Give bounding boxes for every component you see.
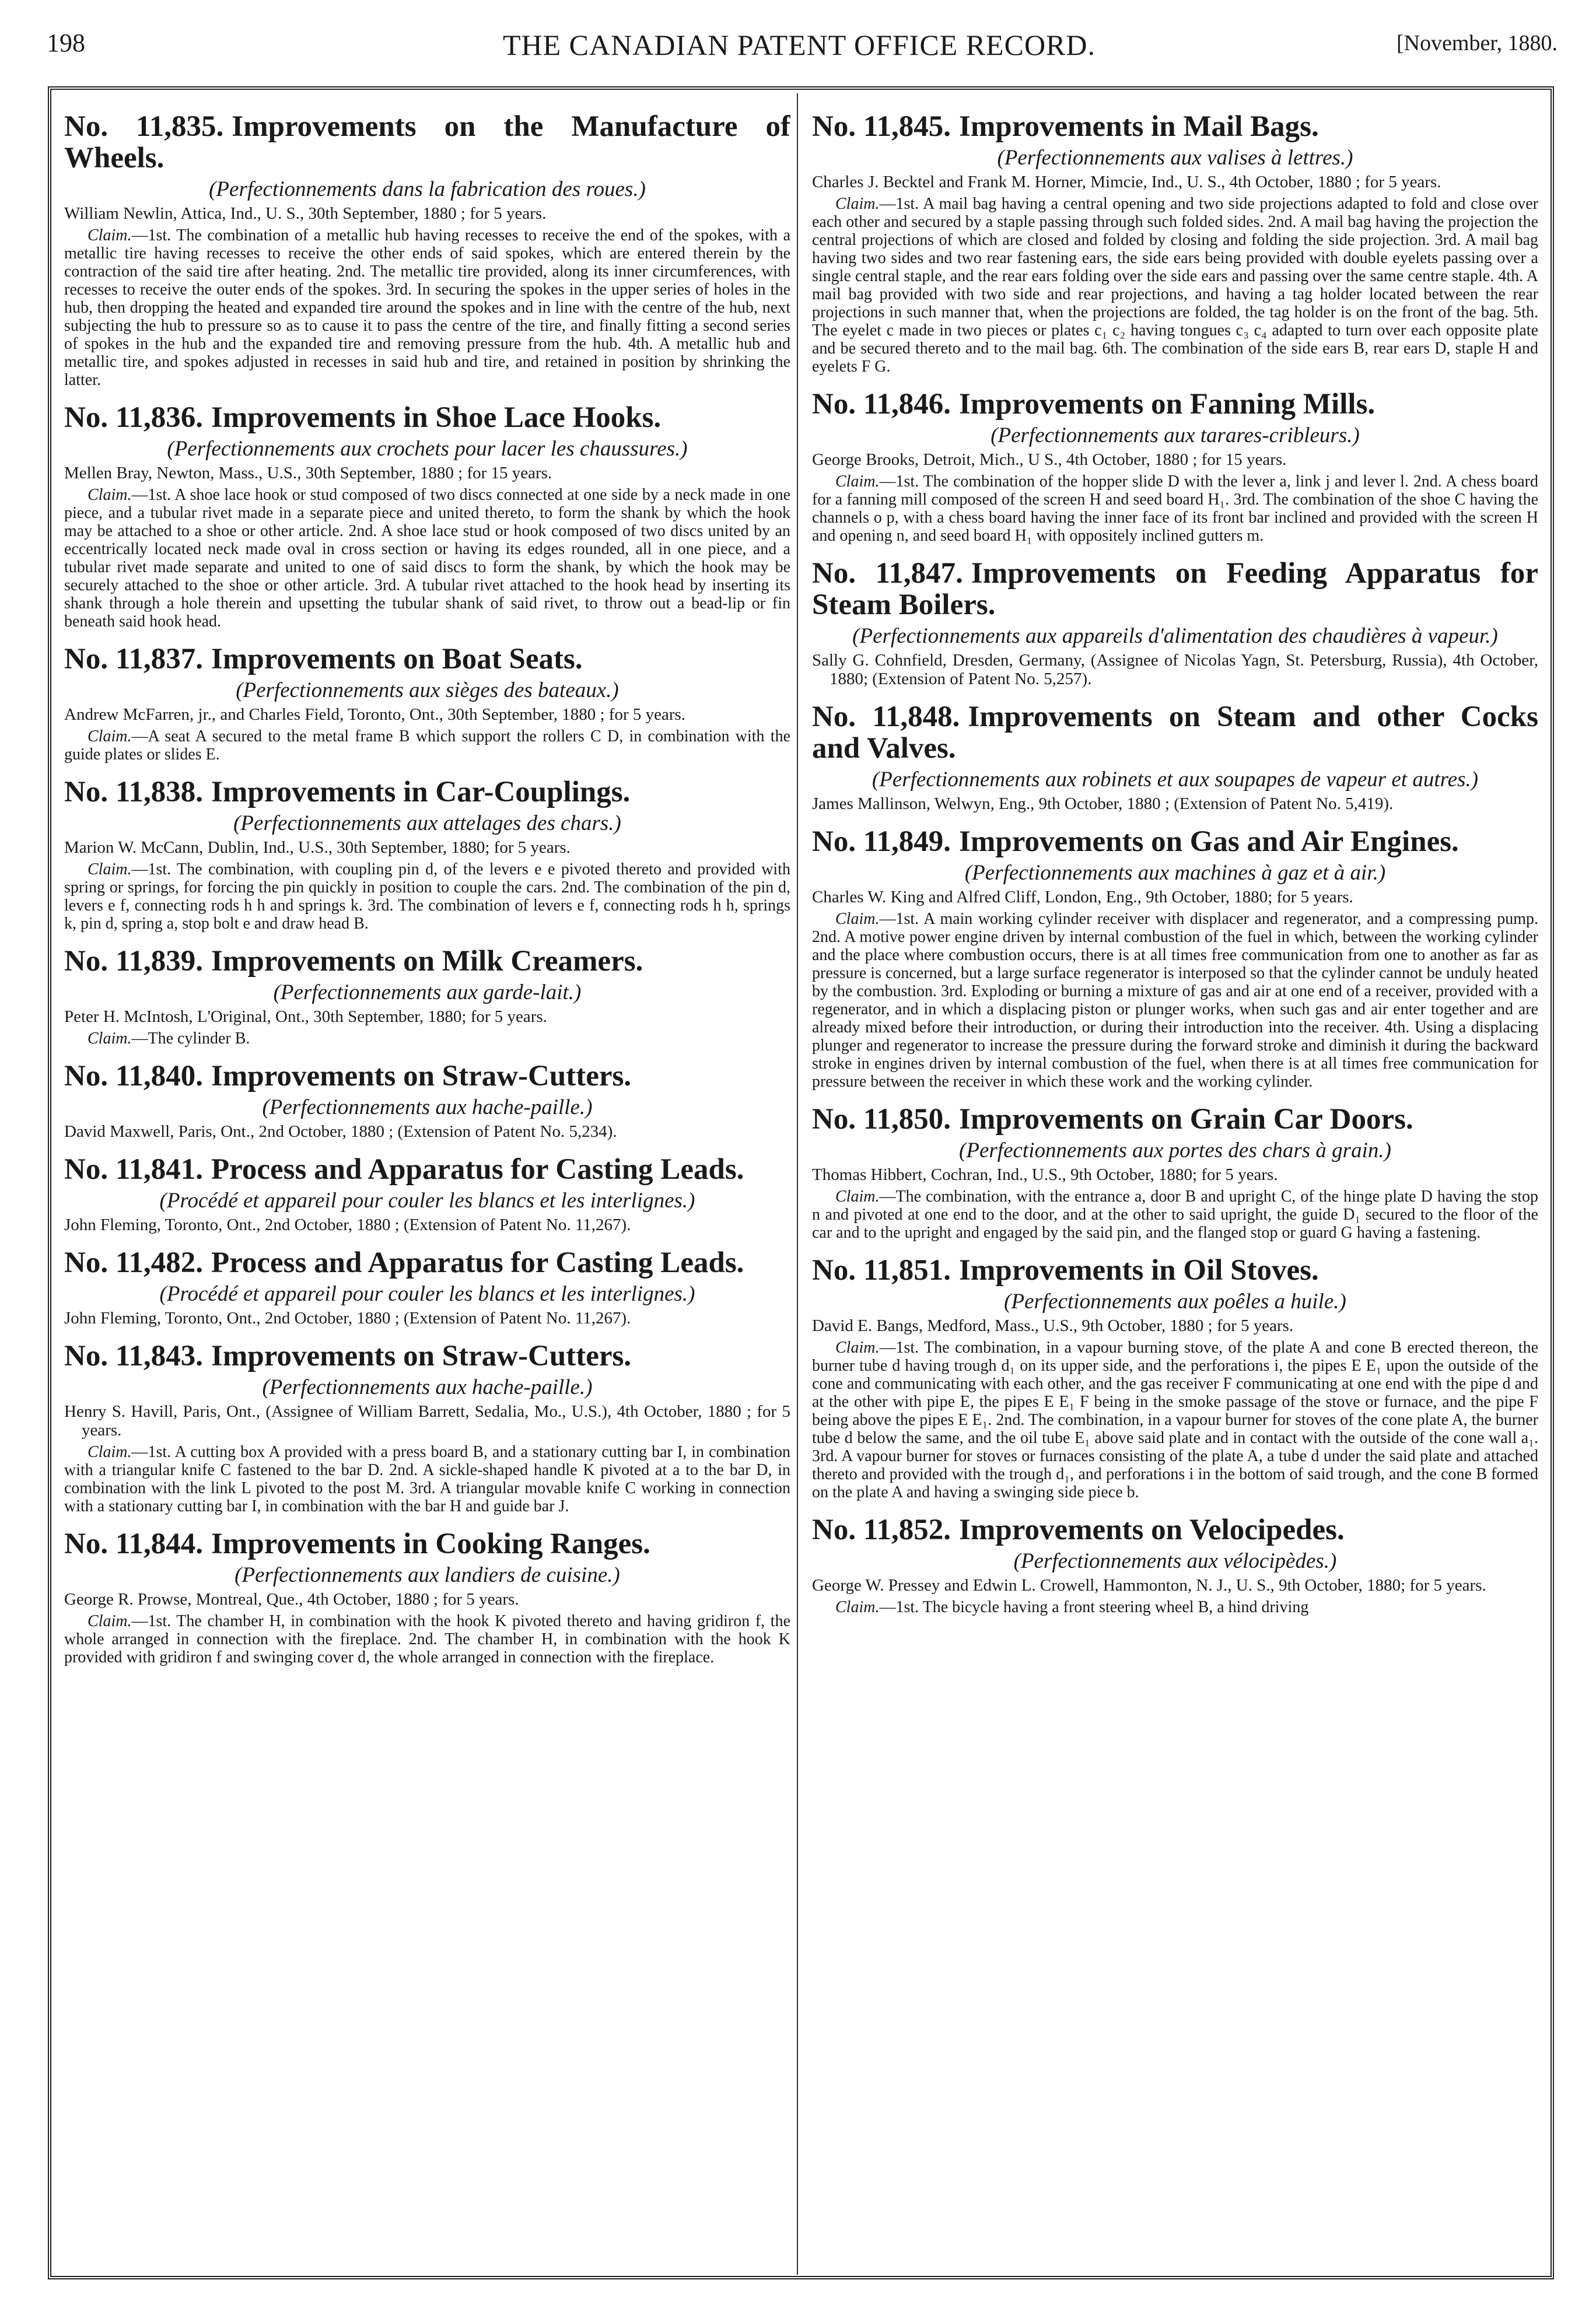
claim-body: —1st. The combination, with coupling pin d, of the levers e e pivoted thereto and provided with spring or springs, for forcing the pin quickly in position to couple the cars. 2nd. The combination of the pin d, levers e f, connecting rods h h and springs k. 3rd. The combination of levers e f, connecting rods h h, springs k, pin d, spring a, stop bolt e and draw head B. [64, 860, 790, 933]
patent-heading [812, 558, 1538, 621]
page-number: 198 [47, 29, 85, 57]
patent-number: No. 11,851. [812, 1254, 951, 1287]
patent-heading [64, 1154, 790, 1185]
patent-title: Improvements in Shoe Lace Hooks. [211, 401, 662, 434]
patent-entry [64, 1154, 790, 1234]
french-title: (Perfectionnements aux garde-lait.) [273, 980, 582, 1004]
claim-body: —The cylinder B. [131, 1029, 250, 1048]
patent-heading [64, 643, 790, 675]
claim-body: —A seat A secured to the metal frame B which support the rollers C D, in combination with the guide plates or slides E. [64, 727, 790, 764]
patent-entry [812, 1255, 1538, 1501]
claim-body: —1st. A shoe lace hook or stud composed of two discs connected at one side by a neck made in one piece, and a tubular rivet made in a separate piece and united thereto, to form the shank by which the hook may be attached to a shoe or other article. 2nd. A shoe lace stud or hook composed of two discs united by an eccentrically located neck made oval in cross section or having its edges rounded, all in one piece, and a tubular rivet made separate and united to one of said discs to form the shank, by which the hook may be securely attached to the shoe or other article. 3rd. A tubular rivet attached to the hook head by inserting its shank through a hole therein and upsetting the tubular shank of said rivet, to throw out a bead-lip or fin beneath said hook head. [64, 486, 790, 631]
patent-number: No. 11,837. [64, 643, 204, 675]
patent-heading [64, 1060, 790, 1092]
patent-number: No. 11,848. [812, 701, 960, 733]
patent-entry [64, 1340, 790, 1515]
claim-text [64, 860, 790, 933]
claim-label: Claim. [88, 860, 132, 878]
patent-title: Improvements on Grain Car Doors. [959, 1103, 1413, 1136]
page-header [41, 22, 1558, 63]
patent-entry [812, 111, 1538, 376]
patent-title: Improvements on Steam and other Cocks and Valves. [812, 701, 1538, 765]
claim-label: Claim. [88, 1612, 132, 1630]
patent-title: Improvements on Gas and Air Engines. [959, 825, 1459, 858]
claim-label: Claim. [835, 472, 880, 491]
inventor-line: Henry S. Havill, Paris, Ont., (Assignee of William Barrett, Sedalia, Mo., U.S.), 4th October, 1880 ; for 5 years. [64, 1402, 790, 1440]
inventor-line: Sally G. Cohnfield, Dresden, Germany, (Assignee of Nicolas Yagn, St. Petersburg, Russia), 4th October, 1880; (Extension of Patent No. 5,257). [812, 651, 1538, 688]
claim-body: —1st. The bicycle having a front steering wheel B, a hind driving [879, 1598, 1309, 1616]
patent-heading [64, 1340, 790, 1372]
claim-label: Claim. [88, 226, 132, 244]
patent-title: Improvements in Cooking Ranges. [211, 1528, 650, 1560]
patent-title: Improvements on Straw-Cutters. [211, 1340, 632, 1372]
patent-title: Improvements in Car-Couplings. [211, 776, 631, 808]
claim-body: —1st. A mail bag having a central opening and two side projections adapted to fold and close over each other and secured by a staple passing through such folded sides. 2nd. A mail bag having the projection the central projections of which are closed and folded by closing and folding the side projection. 3rd. A mail bag having two sides and two rear fastening ears, the side ears being provided with double eyelets passing over a single central staple, and the rear ears folding over the side ears and passing over the same centre staple. 4th. A mail bag provided with two side and rear projections, and having a tag holder located between the rear projections in such manner that, when the projections are folded, the tag holder is on the front of the bag. 5th. The eyelet c made in two pieces or plates c₁ c₂ having tongues c₃ c₄ adapted to turn over each opposite plate and be secured thereto and to the mail bag. 6th. The combination of the side ears B, rear ears D, staple H and eyelets F G. [812, 195, 1538, 376]
inventor-line: Andrew McFarren, jr., and Charles Field, Toronto, Ont., 30th September, 1880 ; for 5 years. [64, 705, 686, 724]
claim-body: —1st. The combination, in a vapour burning stove, of the plate A and cone B erected thereon, the burner tube d having trough d₁ on its upper side, and the perforations i, the pipes E E₁ upon the outside of the cone and communicating with each other, and the gas receiver F communicating at one end with the pipe d and at the other with pipe E, the pipes E E₁ F being in the smoke passage of the stove or furnace, and the pipe F being above the pipes E E₁. 2nd. The combination, in a vapour burner for stoves of the cone plate A, the burner tube d below the same, and the oil tube E₁ above said plate and in contact with the outside of the cone wall a₁. 3rd. A vapour burner for stoves or furnaces consisting of the plate A, a tube d under the said plate and attached thereto and provided with the trough d₁, and perforations i in the bottom of said trough, and the cone B formed on the plate A and having a swinging side piece b. [812, 1339, 1538, 1501]
french-title: (Perfectionnements aux hache-paille.) [262, 1375, 593, 1399]
claim-label: Claim. [88, 1443, 132, 1461]
patent-number: No. 11,844. [64, 1528, 204, 1560]
claim-body: —The combination, with the entrance a, door B and upright C, of the hinge plate D having the stop n and pivoted at one end to the door, and at the other to said upright, the guide D₁ secured to the floor of the car and to the upright and engaged by the said pin, and the flanged stop or guard G having a fastening. [812, 1188, 1538, 1242]
french-title: (Perfectionnements aux hache-paille.) [262, 1095, 593, 1119]
claim-label: Claim. [88, 727, 132, 745]
patent-title: Improvements on Boat Seats. [211, 643, 583, 675]
patent-title: Improvements on Milk Creamers. [211, 945, 643, 978]
patent-title: Improvements on Straw-Cutters. [211, 1060, 632, 1092]
patent-entry [812, 1514, 1538, 1616]
patent-entry [64, 1060, 790, 1141]
claim-label: Claim. [835, 1339, 880, 1357]
claim-text [64, 1029, 790, 1048]
french-title: (Perfectionnements aux vélocipèdes.) [1013, 1549, 1337, 1573]
claim-label: Claim. [88, 1029, 132, 1048]
patent-heading [812, 826, 1538, 857]
patent-heading [812, 388, 1538, 420]
french-title: (Perfectionnements aux attelages des chars.) [233, 811, 621, 835]
inventor-line: George Brooks, Detroit, Mich., U S., 4th October, 1880 ; for 15 years. [812, 450, 1287, 469]
patent-number: No. 11,850. [812, 1103, 951, 1136]
claim-text [64, 1443, 790, 1515]
patent-entry [64, 1247, 790, 1328]
patent-number: No. 11,846. [812, 388, 951, 421]
patent-number: No. 11,852. [812, 1514, 951, 1546]
inventor-line: Marion W. McCann, Dublin, Ind., U.S., 30th September, 1880; for 5 years. [64, 838, 570, 857]
claim-label: Claim. [835, 1598, 880, 1616]
patent-entry [812, 558, 1538, 688]
claim-text [812, 1188, 1538, 1242]
inventor-line: John Fleming, Toronto, Ont., 2nd October, 1880 ; (Extension of Patent No. 11,267). [64, 1309, 631, 1328]
patent-title: Process and Apparatus for Casting Leads. [211, 1246, 744, 1279]
french-title: (Perfectionnements aux tarares-cribleurs.) [991, 423, 1360, 447]
patent-entry [64, 402, 790, 631]
patent-title: Improvements on Fanning Mills. [959, 388, 1376, 421]
patent-number: No. 11,841. [64, 1153, 204, 1186]
patent-title: Process and Apparatus for Casting Leads. [211, 1153, 744, 1186]
patent-number: No. 11,838. [64, 776, 204, 808]
inventor-line: George W. Pressey and Edwin L. Crowell, Hammonton, N. J., U. S., 9th October, 1880; for 5 years. [812, 1576, 1486, 1595]
french-title: (Perfectionnements aux robinets et aux soupapes de vapeur et autres.) [872, 768, 1479, 791]
patent-entry [812, 826, 1538, 1091]
patent-title: Improvements on Feeding Apparatus for Steam Boilers. [812, 557, 1538, 621]
patent-number: No. 11,835. [64, 111, 224, 143]
claim-body: —1st. The chamber H, in combination with the hook K pivoted thereto and having gridiron f, the whole arranged in connection with the fireplace. 2nd. The chamber H, in combination with the hook K provided with gridiron f and swinging cover d, the whole arranged in connection with the fireplace. [64, 1612, 790, 1666]
patent-heading [64, 776, 790, 808]
publication-title: THE CANADIAN PATENT OFFICE RECORD. [502, 29, 1096, 61]
patent-title: Improvements in Mail Bags. [959, 111, 1319, 143]
claim-text [812, 1339, 1538, 1501]
inventor-line: Thomas Hibbert, Cochran, Ind., U.S., 9th October, 1880; for 5 years. [812, 1165, 1278, 1184]
french-title: (Perfectionnements aux poêles a huile.) [1004, 1290, 1346, 1314]
patent-heading [64, 1247, 790, 1279]
claim-body: —1st. A cutting box A provided with a press board B, and a stationary cutting bar I, in combination with a triangular knife C fastened to the bar D. 2nd. A sickle-shaped handle K pivoted at a to the bar D, in combination with the link L pivoted to the post M. 3rd. A triangular movable knife C working in connection with a stationary cutting bar I, in combination with the bar H and guide bar J. [64, 1443, 790, 1515]
claim-text [812, 472, 1538, 545]
patent-title: Improvements on Velocipedes. [959, 1514, 1345, 1546]
patent-entry [64, 776, 790, 933]
patent-heading [812, 1104, 1538, 1135]
french-title: (Procédé et appareil pour couler les blancs et les interlignes.) [159, 1189, 695, 1213]
patent-number: No. 11,836. [64, 401, 204, 434]
patent-entry [812, 388, 1538, 545]
inventor-line: Peter H. McIntosh, L'Original, Ont., 30th September, 1880; for 5 years. [64, 1007, 547, 1026]
inventor-line: John Fleming, Toronto, Ont., 2nd October, 1880 ; (Extension of Patent No. 11,267). [64, 1216, 631, 1234]
claim-label: Claim. [835, 1188, 880, 1206]
inventor-line: Mellen Bray, Newton, Mass., U.S., 30th September, 1880 ; for 15 years. [64, 464, 552, 482]
patent-heading [812, 1255, 1538, 1286]
claim-text [812, 910, 1538, 1091]
french-title: (Perfectionnements aux portes des chars à grain.) [959, 1139, 1391, 1162]
patent-number: No. 11,843. [64, 1340, 204, 1372]
patent-heading [64, 945, 790, 977]
inventor-line: James Mallinson, Welwyn, Eng., 9th October, 1880 ; (Extension of Patent No. 5,419). [812, 794, 1394, 813]
patent-heading [812, 1514, 1538, 1546]
french-title: (Procédé et appareil pour couler les blancs et les interlignes.) [159, 1282, 695, 1306]
claim-label: Claim. [835, 195, 880, 213]
claim-body: —1st. The combination of the hopper slide D with the lever a, link j and lever l. 2nd. A chess board for a fanning mill composed of the screen H and seed board H₁. 3rd. The combination of the shoe C having the channels o p, with a chess board having the inner face of its front bar inclined and provided with the screen H and opening n, and seed board H₁ with oppositely inclined gutters m. [812, 472, 1538, 545]
patent-title: Improvements on the Manufacture of Wheels. [64, 111, 790, 174]
patent-number: No. 11,482. [64, 1246, 204, 1279]
patent-entry [64, 643, 790, 764]
patent-number: No. 11,847. [812, 557, 963, 590]
patent-number: No. 11,839. [64, 945, 204, 978]
claim-text [64, 727, 790, 764]
right-column [812, 111, 1538, 2269]
inventor-line: Charles W. King and Alfred Cliff, London, Eng., 9th October, 1880; for 5 years. [812, 888, 1353, 906]
claim-label: Claim. [835, 910, 880, 928]
claim-label: Claim. [88, 486, 132, 504]
patent-title: Improvements in Oil Stoves. [959, 1254, 1319, 1287]
claim-text [64, 1612, 790, 1666]
inventor-line: David E. Bangs, Medford, Mass., U.S., 9th October, 1880 ; for 5 years. [812, 1316, 1294, 1335]
left-column [64, 111, 790, 2269]
patent-heading [64, 111, 790, 174]
french-title: (Perfectionnements aux landiers de cuisine.) [235, 1563, 620, 1587]
patent-heading [812, 111, 1538, 142]
inventor-line: William Newlin, Attica, Ind., U. S., 30th September, 1880 ; for 5 years. [64, 204, 547, 223]
french-title: (Perfectionnements aux appareils d'alimentation des chaudières à vapeur.) [852, 624, 1498, 648]
french-title: (Perfectionnements dans la fabrication des roues.) [209, 177, 646, 201]
french-title: (Perfectionnements aux sièges des bateaux.) [236, 678, 619, 702]
patent-entry [64, 111, 790, 389]
french-title: (Perfectionnements aux valises à lettres.) [997, 146, 1353, 170]
patent-heading [64, 402, 790, 433]
claim-text [812, 1598, 1538, 1616]
inventor-line: Charles J. Becktel and Frank M. Horner, Mimcie, Ind., U. S., 4th October, 1880 ; for 5 years. [812, 173, 1441, 191]
french-title: (Perfectionnements aux crochets pour lacer les chaussures.) [167, 437, 688, 461]
patent-entry [812, 701, 1538, 813]
claim-body: —1st. The combination of a metallic hub having recesses to receive the end of the spokes, with a metallic tire having recesses to receive the other ends of said spokes, which are entered therein by the contraction of the said tire after heating. 2nd. The metallic tire provided, along its inner circumferences, with recesses to receive the outer ends of the spokes. 3rd. In securing the spokes in the upper series of holes in the hub, then dropping the heated and expanded tire around the spokes and in line with the centre of the hub, next subjecting the hub to pressure so as to cause it to pass the centre of the tire, and finally fitting a second series of spokes in the hub and the expanded tire and removing pressure from the hub. 4th. A metallic hub and metallic tire, and spokes adjusted in recesses in said hub and tire, and retained in position by shrinking the latter. [64, 226, 790, 389]
claim-body: —1st. A main working cylinder receiver with displacer and regenerator, and a compressing pump. 2nd. A motive power engine driven by internal combustion of the fuel in which, between the working cylinder and the place where combustion occurs, there is at all times free communication from one to another as far as pressure is concerned, but a large surface regenerator is interposed so that the cylinder cannot be unduly heated by the combustion. 3rd. Exploding or burning a mixture of gas and air at one end of a receiver, provided with a regenerator, and in which a displacing piston or plunger works, when such gas and air enter together and are already mixed before their introduction, or during their introduction into the receiver. 4th. Using a displacing plunger and regenerator to increase the pressure during the forward stroke and diminish it during the backward stroke in engines driven by internal combustion of the fuel, when there is at all times free communication for pressure between the receiver in which these work and the working cylinder. [812, 910, 1538, 1091]
patent-number: No. 11,845. [812, 111, 951, 143]
claim-text [64, 486, 790, 631]
french-title: (Perfectionnements aux machines à gaz et à air.) [964, 861, 1386, 885]
patent-number: No. 11,849. [812, 825, 951, 858]
column-divider [797, 93, 798, 2275]
patent-entry [64, 1528, 790, 1666]
patent-heading [64, 1528, 790, 1560]
patent-number: No. 11,840. [64, 1060, 204, 1092]
inventor-line: David Maxwell, Paris, Ont., 2nd October, 1880 ; (Extension of Patent No. 5,234). [64, 1122, 617, 1141]
claim-text [64, 226, 790, 389]
patent-heading [812, 701, 1538, 764]
inventor-line: George R. Prowse, Montreal, Que., 4th October, 1880 ; for 5 years. [64, 1590, 519, 1609]
claim-text [812, 195, 1538, 376]
patent-entry [812, 1104, 1538, 1242]
patent-entry [64, 945, 790, 1048]
issue-date: [November, 1880. [1396, 31, 1558, 55]
